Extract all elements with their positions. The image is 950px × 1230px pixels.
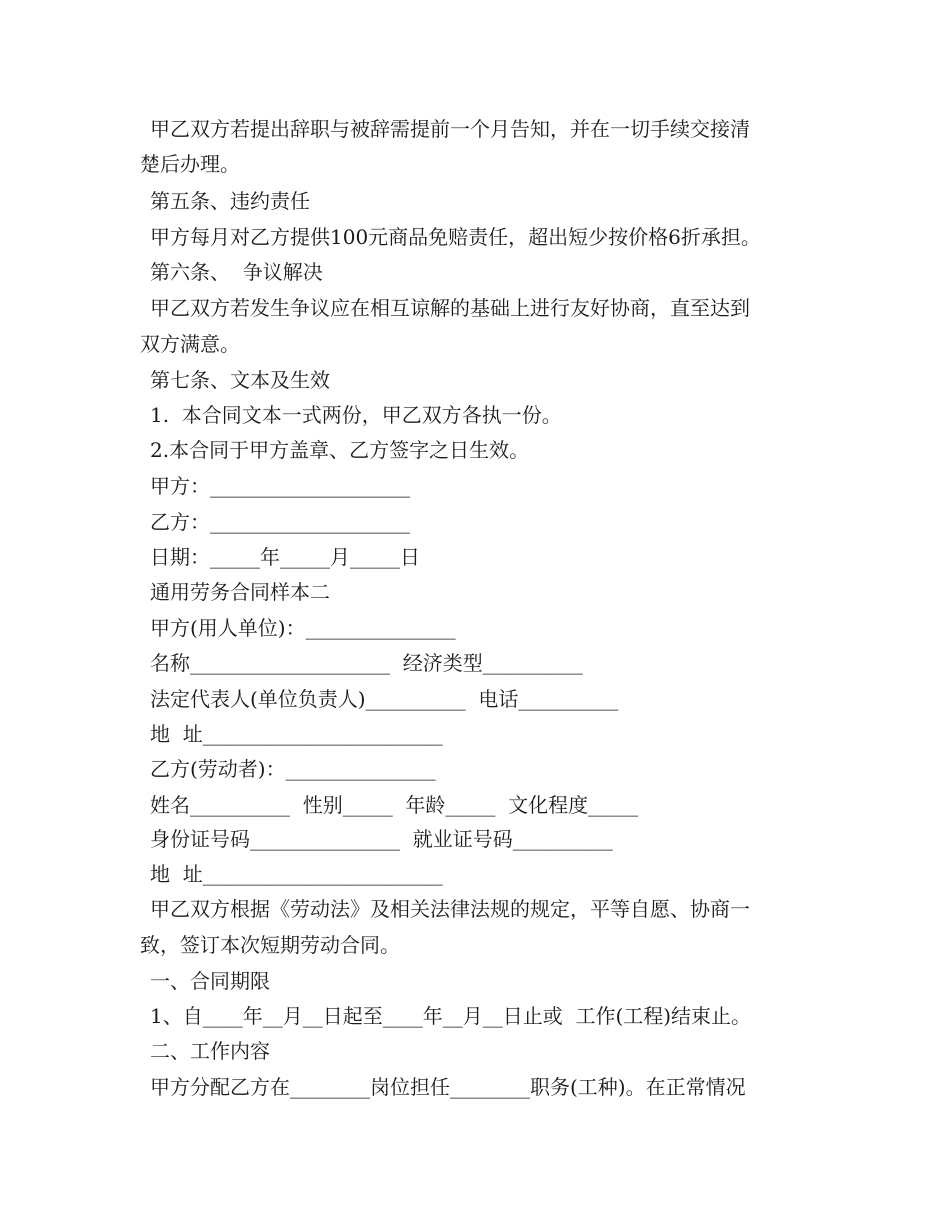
field-id-numbers: 身份证号码_______________ 就业证号码__________ xyxy=(150,827,613,851)
field-worker: 乙方(劳动者)：_______________ xyxy=(150,757,436,781)
heading-sample-2: 通用劳务合同样本二 xyxy=(150,580,330,604)
clause-effective: 2.本合同于甲方盖章、乙方签字之日生效。 xyxy=(150,438,530,462)
heading-article-7: 第七条、文本及生效 xyxy=(150,368,330,392)
heading-section-2: 二、工作内容 xyxy=(150,1039,270,1063)
paragraph-resignation-notice-cont: 楚后办理。 xyxy=(140,152,240,176)
paragraph-preamble: 甲乙双方根据《劳动法》及相关法律法规的规定，平等自愿、协商一 xyxy=(150,897,750,921)
field-name-economic-type: 名称____________________ 经济类型__________ xyxy=(150,651,583,675)
paragraph-dispute: 甲乙双方若发生争议应在相互谅解的基础上进行友好协商，直至达到 xyxy=(150,296,750,320)
clause-term: 1、自____年__月__日起至____年__月__日止或 工作(工程)结束止。 xyxy=(150,1004,752,1028)
signature-party-a: 甲方：____________________ xyxy=(150,474,410,498)
field-employer: 甲方(用人单位)：_______________ xyxy=(150,616,456,640)
field-legal-rep-phone: 法定代表人(单位负责人)__________ 电话__________ xyxy=(150,687,619,711)
signature-date: 日期：_____年_____月_____日 xyxy=(150,545,420,569)
heading-article-5: 第五条、违约责任 xyxy=(150,189,310,213)
field-employer-address: 地 址________________________ xyxy=(150,722,443,746)
paragraph-resignation-notice: 甲乙双方若提出辞职与被辞需提前一个月告知，并在一切手续交接清 xyxy=(150,117,750,141)
heading-article-6: 第六条、 争议解决 xyxy=(150,260,323,284)
paragraph-preamble-cont: 致，签订本次短期劳动合同。 xyxy=(140,933,400,957)
field-worker-details: 姓名__________ 性别_____ 年龄_____ 文化程度_____ xyxy=(150,793,639,817)
field-worker-address: 地 址________________________ xyxy=(150,862,443,886)
signature-party-b: 乙方：____________________ xyxy=(150,510,410,534)
paragraph-dispute-cont: 双方满意。 xyxy=(140,332,240,356)
paragraph-work-content: 甲方分配乙方在________岗位担任________职务(工种)。在正常情况 xyxy=(150,1075,746,1099)
heading-section-1: 一、合同期限 xyxy=(150,969,270,993)
paragraph-liability: 甲方每月对乙方提供100元商品免赔责任，超出短少按价格6折承担。 xyxy=(150,225,761,249)
clause-copies: 1. 本合同文本一式两份，甲乙双方各执一份。 xyxy=(150,403,562,427)
